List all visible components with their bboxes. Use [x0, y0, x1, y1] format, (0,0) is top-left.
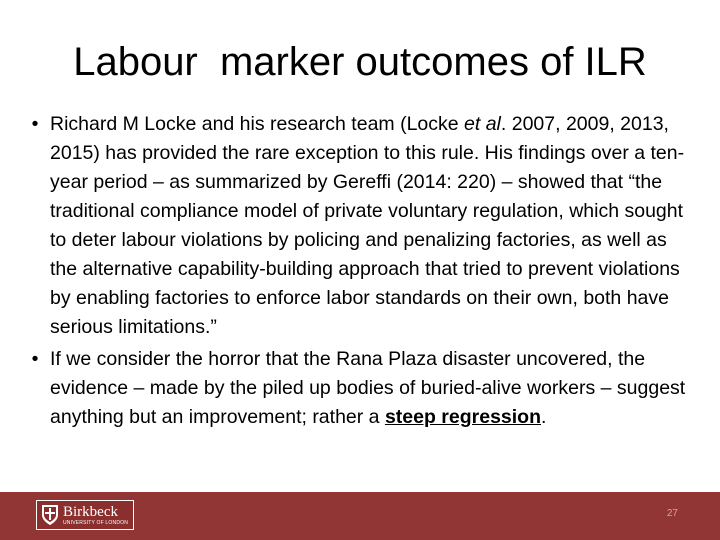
- bullet-text-end: . 2007, 2009, 2013, 2015) has provided the rare exception to this rule. His findings over a ten-year period – as summarized by Gereffi (2014: 220) – showed that “the traditional compliance model of private voluntary regulation, which sought to deter labour violations by policing and penalizing factories, as well as the alternative capability-building approach that tried to prevent violations by enabling factories to enforce labor standards on their own, both have serious limitations.”: [50, 113, 685, 338]
- bullet-text-start: Richard M Locke and his research team (Locke: [50, 113, 465, 135]
- crest-icon: [41, 504, 59, 526]
- logo-name: Birkbeck: [63, 503, 118, 520]
- bullet-item: [28, 345, 688, 432]
- bullet-text: If we consider the horror that the Rana Plaza disaster uncovered, the evidence – made by the piled up bodies of buried-alive workers – suggest anything but an improvement; rather a: [50, 348, 686, 428]
- bullet-emphasis: steep regression: [384, 406, 542, 428]
- logo-text: [63, 505, 128, 526]
- bullet-list: [28, 110, 688, 435]
- page-number: 27: [666, 508, 678, 519]
- logo-subtitle: UNIVERSITY OF LONDON: [63, 519, 129, 526]
- slide-title: Labour marker outcomes of ILR: [73, 40, 647, 84]
- bullet-item: [28, 110, 688, 342]
- bullet-text-end: .: [541, 406, 547, 428]
- birkbeck-logo: [36, 500, 134, 530]
- footer-bar: [0, 492, 720, 540]
- bullet-icon: •: [31, 348, 39, 370]
- bullet-icon: •: [31, 113, 39, 135]
- bullet-text-italic: et al: [464, 113, 501, 135]
